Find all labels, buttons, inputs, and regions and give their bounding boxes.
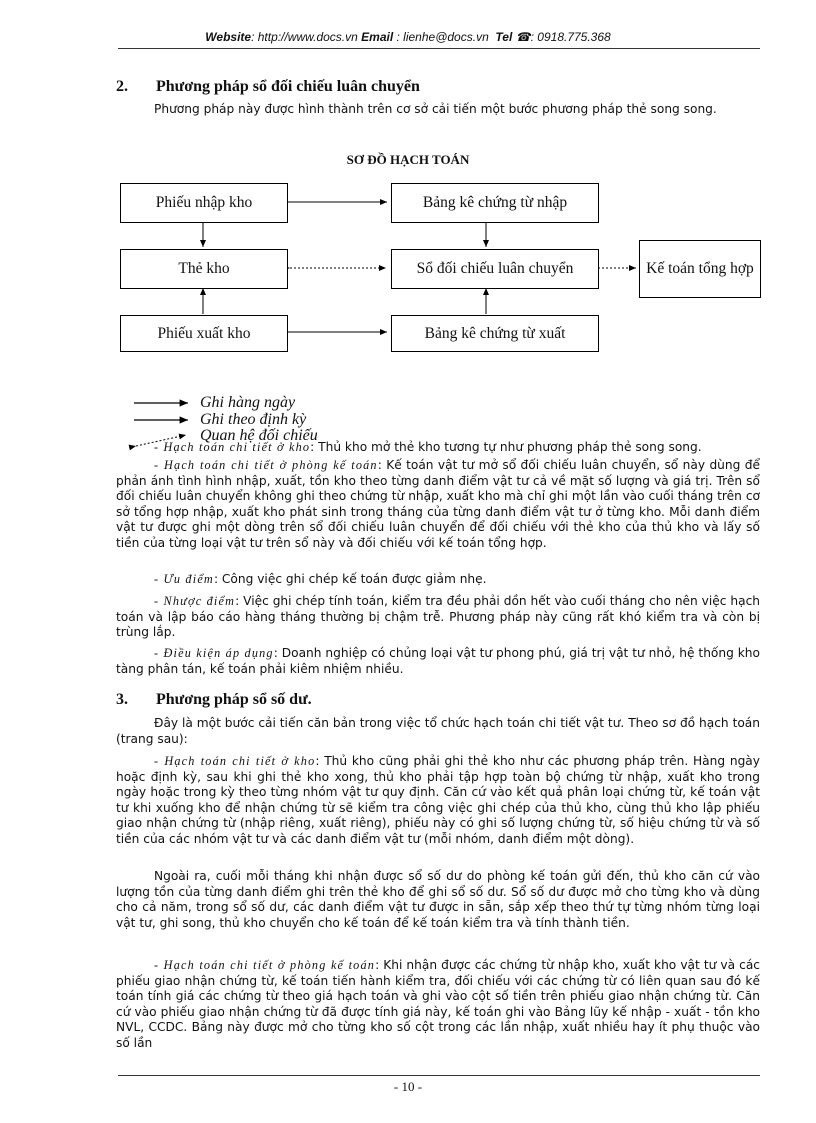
section-3-paragraph-kho: - Hạch toán chi tiết ở kho: Thủ kho cũng phải ghi thẻ kho như các phương pháp trên. Hàng ngày hoặc định kỳ, sau khi ghi thẻ kho xong, thủ kho phải tập hợp toàn bộ chứng từ nhập, xuất kho trong ngày hoặc trong kỳ theo từng nhóm vật tư quy định. Căn cứ vào kết quả phân loại chứng từ, kế toán vật tư khi xuống kho để nhận chứng từ sẽ kiểm tra công việc ghi chép của thủ kho, cùng thủ kho lập phiếu giao nhận chứng từ (nhập riêng, xuất riêng), phiếu này có ghi số lượng chứng từ, số hiệu chứng từ và số tiền của các nhóm vật tư và các danh điểm vật tư (mỗi nhóm, danh điểm một dòng).	[116, 754, 760, 846]
box-phieu-nhap-kho: Phiếu nhập kho	[120, 183, 288, 223]
website-label: Website	[205, 30, 252, 44]
paragraph-nhuoc-diem: - Nhược điểm: Việc ghi chép tính toán, kiểm tra đều phải dồn hết vào cuối tháng cho nên việc hạch toán và lập báo cáo hàng tháng thường bị chậm trễ. Phương pháp này cũng rất khó kiểm tra và còn bị trùng lắp.	[116, 594, 761, 640]
diagram-connectors	[0, 0, 816, 460]
box-phieu-xuat-kho: Phiếu xuất kho	[120, 315, 288, 352]
section-2-intro: Phương pháp này được hình thành trên cơ sở cải tiến một bước phương pháp thẻ song song.	[154, 102, 717, 116]
section-3-paragraph-so-so-du: Ngoài ra, cuối mỗi tháng khi nhận được sổ số dư do phòng kế toán gửi đến, thủ kho căn cứ vào lượng tồn của từng danh điểm ghi trên thẻ kho để ghi sổ số dư. Sổ số dư được mở cho từng kho và dùng cho cả năm, trong sổ số dư, các danh điểm vật tư được in sẵn, sắp xếp theo thứ tự từng nhóm từng loại vật tư, ghi song, thủ kho chuyển cho kế toán để kế toán kiểm tra và tính thành tiền.	[116, 869, 760, 930]
tel-value: : 0918.775.368	[530, 30, 611, 44]
section-2-number: 2.	[116, 78, 128, 95]
page-number: - 10 -	[393, 1079, 423, 1094]
section-3-heading	[116, 691, 312, 709]
website-value: : http://www.docs.vn	[251, 30, 358, 44]
phone-icon: ☎	[515, 30, 531, 44]
diagram-title: SƠ ĐỒ HẠCH TOÁN	[346, 152, 470, 167]
paragraph-uu-diem: - Ưu điểm: Công việc ghi chép kế toán được giảm nhẹ.	[154, 572, 487, 586]
box-the-kho: Thẻ kho	[120, 249, 288, 289]
paragraph-dieu-kien: - Điều kiện áp dụng: Doanh nghiệp có chủng loại vật tư phong phú, giá trị vật tư nhỏ, hệ thống kho tàng phân tán, kế toán phải kiêm nhiệm nhiều.	[116, 646, 760, 676]
box-bang-ke-xuat: Bảng kê chứng từ xuất	[391, 315, 599, 352]
box-ke-toan-tong-hop: Kế toán tổng hợp	[639, 240, 761, 298]
section-3-title: Phương pháp sổ số dư.	[156, 691, 312, 708]
box-so-doi-chieu: Sổ đối chiếu luân chuyển	[391, 249, 599, 289]
section-2-title: Phương pháp sổ đối chiếu luân chuyển	[156, 78, 420, 95]
box-bang-ke-nhap: Bảng kê chứng từ nhập	[391, 183, 599, 223]
legend-periodic: Ghi theo định kỳ	[200, 411, 307, 428]
email-value: : lienhe@docs.vn	[393, 30, 489, 44]
section-3-number: 3.	[116, 691, 128, 708]
tel-label: Tel	[495, 30, 513, 44]
legend-daily: Ghi hàng ngày	[200, 394, 296, 411]
legend-compare: Quan hệ đối chiếu	[200, 427, 318, 444]
email-label: Email	[361, 30, 394, 44]
paragraph-phong-ke-toan: - Hạch toán chi tiết ở phòng kế toán: Kế toán vật tư mở sổ đối chiếu luân chuyển, sổ này dùng để phản ánh tình hình nhập, xuất, tồn kho theo từng danh điểm vật tư cả về mặt số lượng và giá trị. Trên sổ đối chiếu luân chuyển không ghi theo chứng từ nhập, xuất kho mà chỉ ghi một lần vào cuối tháng trên cơ sở tổng hợp nhập, xuất kho phát sinh trong tháng của từng danh điểm vật tư ở từng kho. Mỗi danh điểm vật tư được ghi một dòng trên sổ đối chiếu luân chuyển để đối chiếu với thẻ kho của thủ kho và lấy số tiền của từng loại vật tư trên sổ này và đối chiếu với kế toán tổng hợp.	[116, 458, 760, 550]
footer-rule	[118, 1075, 760, 1076]
paragraph-kho: - Hạch toán chi tiết ở kho: Thủ kho mở thẻ kho tương tự như phương pháp thẻ song song.	[154, 440, 702, 454]
section-3-intro: Đây là một bước cải tiến căn bản trong việc tổ chức hạch toán chi tiết vật tư. Theo sơ đồ hạch toán (trang sau):	[116, 716, 760, 746]
section-3-paragraph-phong-ke-toan: - Hạch toán chi tiết ở phòng kế toán: Khi nhận được các chứng từ nhập kho, xuất kho vật tư và các phiếu giao nhận chứng từ, kế toán tiến hành kiểm tra, đối chiếu với các chứng từ có liên quan sau đó kế toán tính giá các chứng từ theo giá hạch toán và ghi vào cột số tiền trên phiếu giao nhận chứng từ. Căn cứ vào phiếu giao nhận chứng từ đã được tính giá này, kế toán ghi vào Bảng lũy kế nhập - xuất - tồn kho NVL, CCDC. Bảng này được mở cho từng kho số cột trong các lần nhập, xuất nhiều hay ít phụ thuộc vào số lần	[116, 958, 761, 1050]
